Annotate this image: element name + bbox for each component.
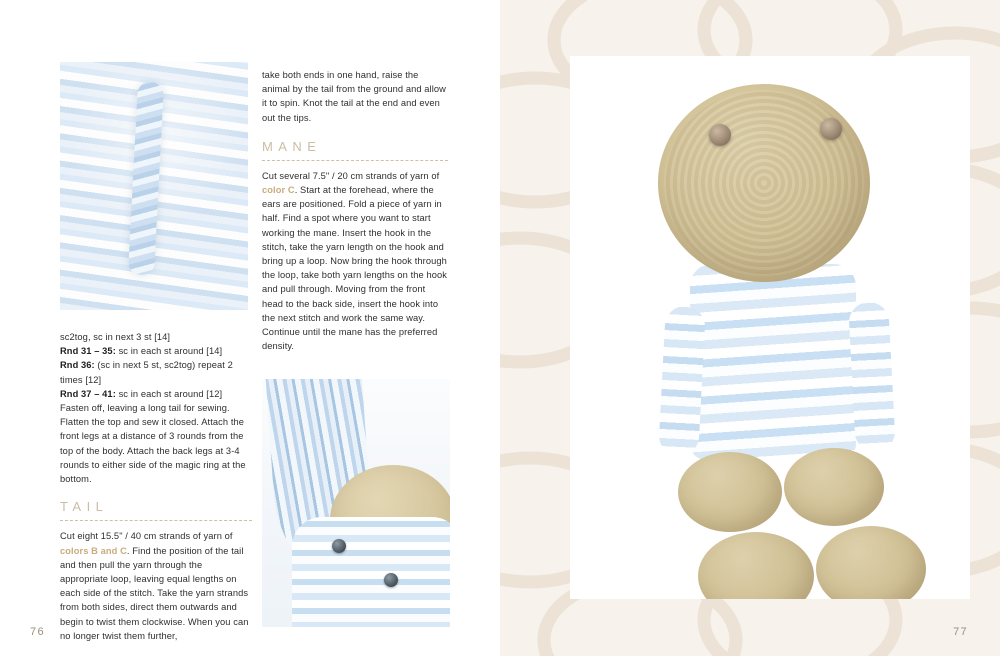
round-text-31-35: sc in each st around [14]	[115, 346, 223, 357]
round-text-36: (sc in next 5 st, sc2tog) repeat 2 times [12]	[60, 360, 233, 385]
mane-paragraph-wrap	[262, 169, 448, 354]
lion-eye-left	[709, 124, 731, 146]
lion-arm-left	[658, 305, 706, 457]
pattern-line-4	[60, 387, 252, 401]
pattern-line-3	[60, 358, 252, 386]
middle-column	[262, 68, 448, 627]
lion-leg-back-left	[698, 532, 814, 599]
lion-eye-right	[820, 118, 842, 140]
page-number-right: 77	[953, 626, 968, 638]
right-page	[500, 0, 1000, 656]
pattern-paragraph: Fasten off, leaving a long tail for sewing. Flatten the top and sew it closed. Attach the front legs at a distance of 3 rounds from the top of the body. Attach the back legs at 3-4 rounds to either side of the magic ring at the bottom.	[60, 403, 246, 485]
lion-body-detail	[292, 517, 450, 627]
mane-text-part1: Cut several 7.5" / 20 cm strands of yarn of	[262, 170, 440, 181]
mane-text-part2: . Start at the forehead, where the ears are positioned. Fold a piece of yarn in half. Find a spot where you want to start working the mane. Insert the hook in the stitch, take the yarn length on the hook and bring up a loop. Now bring the hook through the loop, take both yarn lengths on the hook and pull through. Moving from the front head to the back side, insert the hook into the next stitch and work the same way. Continue until the mane has the preferred density.	[262, 185, 447, 352]
round-text-37-41: sc in each st around [12]	[115, 388, 223, 399]
mane-section-divider	[262, 160, 448, 161]
photo-braided-tail	[60, 62, 248, 310]
tail-accent-colors: colors B and C	[60, 545, 127, 556]
photo-lion-mane-closeup	[262, 379, 450, 627]
middle-column-spacer	[262, 353, 448, 379]
mane-accent-color: color C	[262, 185, 295, 196]
round-label-37-41: Rnd 37 – 41:	[60, 388, 116, 399]
lion-leg-front-right	[784, 448, 884, 526]
lion-leg-back-right	[816, 526, 926, 599]
round-label-36: Rnd 36:	[60, 360, 95, 371]
tail-text-part2: . Find the position of the tail and then pull the yarn through the appropriate loop, leaving equal lengths on each side of the stitch. Take the yarn strands from both sides, direct them outwards and begin to twist them clockwise. When you can no longer twist them further,	[60, 545, 249, 641]
middle-top-paragraph: take both ends in one hand, raise the animal by the tail from the ground and allow it to spin. Knot the tail at the end and even out the tips.	[262, 70, 446, 123]
pattern-line-1: sc2tog, sc in next 3 st [14]	[60, 332, 171, 342]
lion-arm-right	[848, 301, 896, 453]
tail-section-paragraph	[60, 529, 252, 643]
tail-section-divider	[60, 520, 252, 521]
round-label-31-35: Rnd 31 – 35:	[60, 346, 116, 357]
mane-section-heading: MANE	[262, 138, 322, 154]
lion-striped-body	[690, 264, 856, 460]
lion-leg-front-left	[678, 452, 782, 532]
page-number-left: 76	[30, 626, 45, 638]
middle-top-paragraph-wrap	[262, 68, 448, 125]
photo-finished-lion	[570, 56, 970, 599]
pattern-text-block	[60, 330, 252, 643]
mane-paragraph	[262, 169, 448, 354]
pattern-line-2	[60, 344, 252, 358]
left-column	[60, 62, 248, 310]
lion-head	[658, 84, 870, 282]
tail-text-part1: Cut eight 15.5" / 40 cm strands of yarn of	[60, 531, 233, 542]
tail-section-heading: TAIL	[60, 499, 109, 515]
